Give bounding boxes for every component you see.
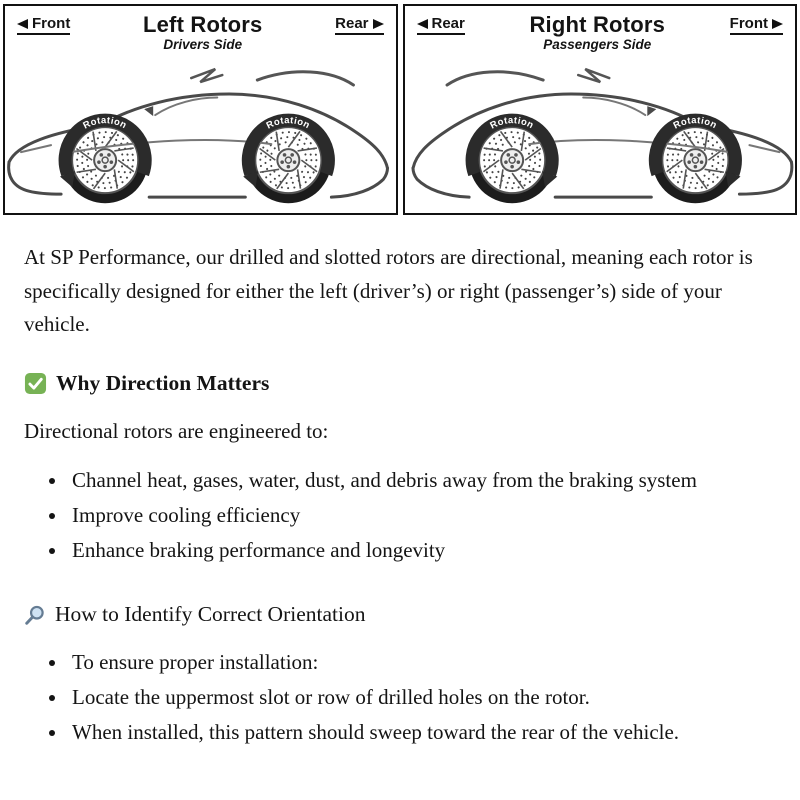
right-car-illustration [405,48,796,213]
rotation-label: Rotation [81,115,129,132]
list-item: • Enhance braking performance and longevity [68,534,770,567]
checkmark-icon [24,372,47,395]
rear-direction-label [335,15,383,35]
arrow-left-icon [17,19,28,29]
right-panel-header [405,6,796,52]
right-panel-titles [529,13,665,52]
panel-subtitle: Drivers Side [163,37,243,53]
why-direction-heading-text: Why Direction Matters [56,370,270,395]
front-label: Front [32,15,71,32]
why-direction-heading [24,367,770,401]
panel-title: Right Rotors [529,12,666,37]
panel-subtitle: Passengers Side [543,37,652,53]
list-item: • Improve cooling efficiency [68,499,770,532]
intro-paragraph: At SP Performance, our drilled and slotted rotors are directional, meaning each rotor is specifically designed for either the left (driver’s) or right (passenger’s) side of your vehicle. [24,245,753,336]
list-item: • When installed, this pattern should sweep toward the rear of the vehicle. [68,716,770,749]
left-car-illustration [5,48,396,213]
magnifier-icon [24,604,46,626]
why-lead: Directional rotors are engineered to: [24,418,329,443]
list-item: • To ensure proper installation: [68,646,770,679]
rotor-direction-diagram [0,0,800,217]
right-rotors-panel [403,4,798,215]
article [0,217,800,789]
front-direction-label [17,15,70,35]
identify-bullets-list [24,646,770,750]
rear-label: Rear [335,15,369,32]
rear-direction-label [417,15,465,35]
identify-orientation-heading [24,598,770,632]
front-label: Front [729,15,768,32]
panel-title: Left Rotors [142,12,263,37]
left-panel-titles [143,13,263,52]
rotation-label: Rotation [671,115,719,132]
rear-label: Rear [431,15,465,32]
arrow-left-icon [417,19,428,29]
left-rotors-panel [3,4,398,215]
why-bullets-list [24,464,770,568]
front-direction-label [730,15,783,35]
left-panel-header [5,6,396,52]
rotation-label: Rotation [264,115,313,132]
identify-orientation-heading-text: How to Identify Correct Orientation [55,601,366,626]
arrow-right-icon [373,19,384,29]
rotation-label: Rotation [487,115,536,132]
list-item: • Locate the uppermost slot or row of drilled holes on the rotor. [68,681,770,714]
arrow-right-icon [772,19,783,29]
list-item: • Channel heat, gases, water, dust, and debris away from the braking system [68,464,770,497]
